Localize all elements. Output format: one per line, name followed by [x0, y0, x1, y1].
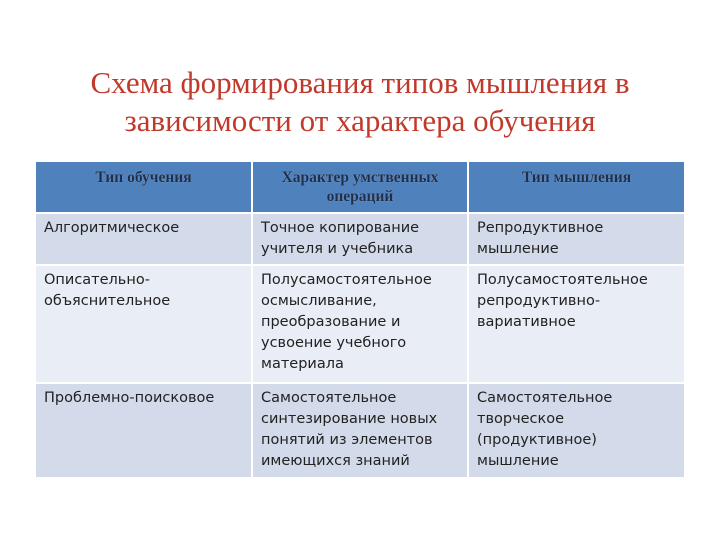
cell-thinking-type: Репродуктивное мышление	[468, 213, 684, 265]
table-header-row	[36, 162, 684, 213]
slide-title: Схема формирования типов мышления в зависимости от характера обучения	[90, 65, 630, 138]
thinking-types-table	[36, 162, 684, 477]
table-row	[36, 383, 684, 477]
header-learning-type: Тип обучения	[36, 162, 252, 213]
header-thinking-type: Тип мышления	[468, 162, 684, 213]
cell-learning-type: Алгоритмическое	[36, 213, 252, 265]
table-row	[36, 265, 684, 383]
table-row	[36, 213, 684, 265]
cell-learning-type: Проблемно-поисковое	[36, 383, 252, 477]
cell-thinking-type: Самостоятельное творческое (продуктивное) мышление	[468, 383, 684, 477]
cell-mental-operations: Полусамостоятельное осмысливание, преобразование и усвоение учебного материала	[252, 265, 468, 383]
cell-mental-operations: Точное копирование учителя и учебника	[252, 213, 468, 265]
cell-learning-type: Описательно-объяснительное	[36, 265, 252, 383]
cell-thinking-type: Полусамостоятельное репродуктивно-вариативное	[468, 265, 684, 383]
cell-mental-operations: Самостоятельное синтезирование новых понятий из элементов имеющихся знаний	[252, 383, 468, 477]
header-mental-operations: Характер умственных операций	[252, 162, 468, 213]
